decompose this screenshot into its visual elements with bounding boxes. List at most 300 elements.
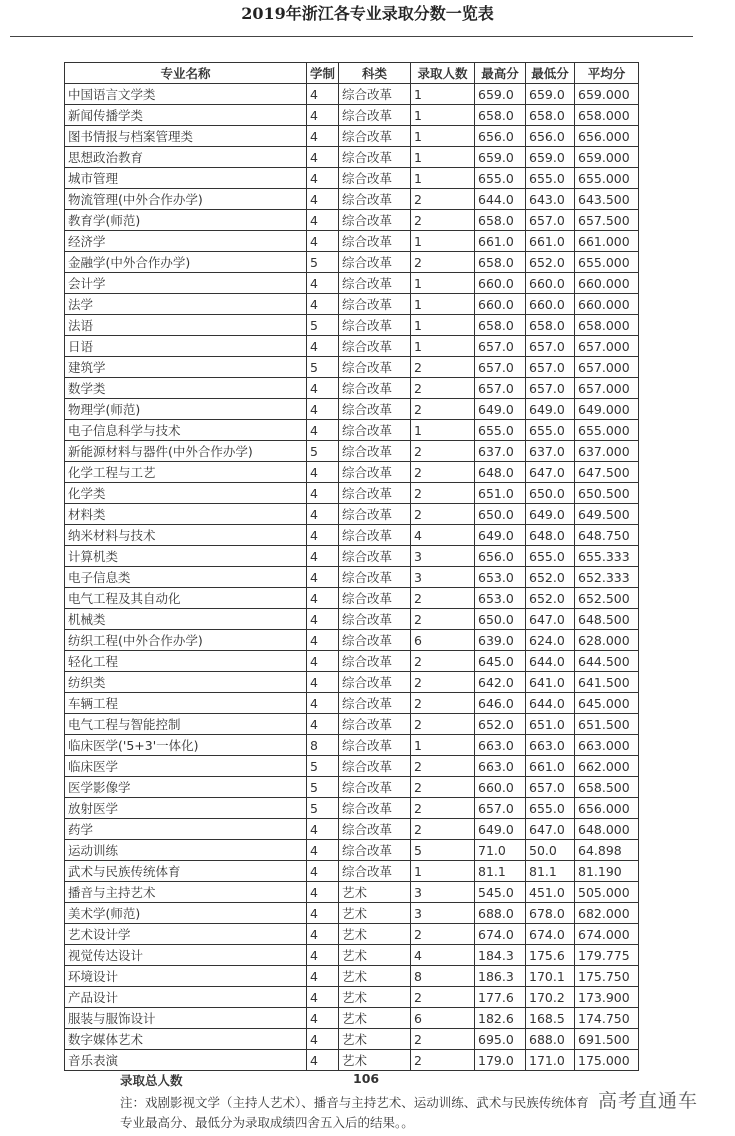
admitted-count-cell: 1 xyxy=(411,294,475,315)
category-cell: 综合改革 xyxy=(339,84,411,105)
major-name-cell: 新能源材料与器件(中外合作办学) xyxy=(65,441,307,462)
header-duration: 学制 xyxy=(307,63,339,84)
duration-cell: 4 xyxy=(307,168,339,189)
table-row xyxy=(65,357,639,378)
major-name-cell: 教育学(师范) xyxy=(65,210,307,231)
avg-score-cell: 647.500 xyxy=(575,462,639,483)
min-score-cell: 643.0 xyxy=(526,189,575,210)
major-name-cell: 城市管理 xyxy=(65,168,307,189)
duration-cell: 4 xyxy=(307,399,339,420)
admitted-count-cell: 3 xyxy=(411,567,475,588)
admitted-count-cell: 1 xyxy=(411,84,475,105)
admitted-count-cell: 2 xyxy=(411,462,475,483)
duration-cell: 4 xyxy=(307,630,339,651)
table-row xyxy=(65,798,639,819)
major-name-cell: 电子信息类 xyxy=(65,567,307,588)
category-cell: 综合改革 xyxy=(339,777,411,798)
major-name-cell: 图书情报与档案管理类 xyxy=(65,126,307,147)
table-row xyxy=(65,168,639,189)
admitted-count-cell: 1 xyxy=(411,168,475,189)
category-cell: 艺术 xyxy=(339,1029,411,1050)
table-row xyxy=(65,273,639,294)
table-row xyxy=(65,714,639,735)
avg-score-cell: 657.000 xyxy=(575,378,639,399)
header-major-name: 专业名称 xyxy=(65,63,307,84)
category-cell: 综合改革 xyxy=(339,273,411,294)
duration-cell: 4 xyxy=(307,378,339,399)
admitted-count-cell: 2 xyxy=(411,357,475,378)
category-cell: 综合改革 xyxy=(339,126,411,147)
min-score-cell: 678.0 xyxy=(526,903,575,924)
max-score-cell: 658.0 xyxy=(475,105,526,126)
min-score-cell: 655.0 xyxy=(526,798,575,819)
max-score-cell: 642.0 xyxy=(475,672,526,693)
max-score-cell: 639.0 xyxy=(475,630,526,651)
duration-cell: 4 xyxy=(307,231,339,252)
admitted-count-cell: 2 xyxy=(411,378,475,399)
max-score-cell: 649.0 xyxy=(475,399,526,420)
max-score-cell: 179.0 xyxy=(475,1050,526,1071)
min-score-cell: 657.0 xyxy=(526,357,575,378)
avg-score-cell: 656.000 xyxy=(575,798,639,819)
max-score-cell: 674.0 xyxy=(475,924,526,945)
min-score-cell: 170.2 xyxy=(526,987,575,1008)
admitted-count-cell: 2 xyxy=(411,693,475,714)
major-name-cell: 思想政治教育 xyxy=(65,147,307,168)
avg-score-cell: 652.500 xyxy=(575,588,639,609)
duration-cell: 4 xyxy=(307,546,339,567)
admitted-count-cell: 2 xyxy=(411,819,475,840)
max-score-cell: 688.0 xyxy=(475,903,526,924)
major-name-cell: 临床医学('5+3'一体化) xyxy=(65,735,307,756)
avg-score-cell: 660.000 xyxy=(575,273,639,294)
duration-cell: 4 xyxy=(307,987,339,1008)
major-name-cell: 建筑学 xyxy=(65,357,307,378)
table-row xyxy=(65,777,639,798)
avg-score-cell: 663.000 xyxy=(575,735,639,756)
duration-cell: 5 xyxy=(307,756,339,777)
avg-score-cell: 650.500 xyxy=(575,483,639,504)
category-cell: 综合改革 xyxy=(339,189,411,210)
major-name-cell: 数学类 xyxy=(65,378,307,399)
min-score-cell: 647.0 xyxy=(526,609,575,630)
duration-cell: 4 xyxy=(307,588,339,609)
min-score-cell: 660.0 xyxy=(526,294,575,315)
title-divider xyxy=(10,36,693,37)
max-score-cell: 658.0 xyxy=(475,315,526,336)
admitted-count-cell: 4 xyxy=(411,525,475,546)
table-row xyxy=(65,147,639,168)
table-row xyxy=(65,504,639,525)
admitted-count-cell: 1 xyxy=(411,861,475,882)
avg-score-cell: 662.000 xyxy=(575,756,639,777)
avg-score-cell: 175.000 xyxy=(575,1050,639,1071)
major-name-cell: 日语 xyxy=(65,336,307,357)
table-row xyxy=(65,903,639,924)
avg-score-cell: 505.000 xyxy=(575,882,639,903)
total-admitted-label: 录取总人数 xyxy=(120,1073,183,1088)
min-score-cell: 650.0 xyxy=(526,483,575,504)
max-score-cell: 81.1 xyxy=(475,861,526,882)
duration-cell: 5 xyxy=(307,357,339,378)
avg-score-cell: 81.190 xyxy=(575,861,639,882)
major-name-cell: 产品设计 xyxy=(65,987,307,1008)
max-score-cell: 653.0 xyxy=(475,567,526,588)
category-cell: 综合改革 xyxy=(339,210,411,231)
max-score-cell: 663.0 xyxy=(475,735,526,756)
min-score-cell: 658.0 xyxy=(526,105,575,126)
min-score-cell: 657.0 xyxy=(526,336,575,357)
min-score-cell: 647.0 xyxy=(526,462,575,483)
min-score-cell: 652.0 xyxy=(526,252,575,273)
max-score-cell: 658.0 xyxy=(475,210,526,231)
admitted-count-cell: 2 xyxy=(411,651,475,672)
max-score-cell: 658.0 xyxy=(475,252,526,273)
avg-score-cell: 179.775 xyxy=(575,945,639,966)
avg-score-cell: 649.500 xyxy=(575,504,639,525)
max-score-cell: 695.0 xyxy=(475,1029,526,1050)
major-name-cell: 化学类 xyxy=(65,483,307,504)
category-cell: 综合改革 xyxy=(339,525,411,546)
table-row xyxy=(65,378,639,399)
min-score-cell: 655.0 xyxy=(526,420,575,441)
table-row xyxy=(65,336,639,357)
category-cell: 综合改革 xyxy=(339,861,411,882)
major-name-cell: 电气工程与智能控制 xyxy=(65,714,307,735)
watermark-logo: 高考直通车 xyxy=(598,1090,699,1112)
admitted-count-cell: 2 xyxy=(411,714,475,735)
admitted-count-cell: 3 xyxy=(411,903,475,924)
admitted-count-cell: 2 xyxy=(411,609,475,630)
table-row xyxy=(65,315,639,336)
table-row xyxy=(65,441,639,462)
duration-cell: 4 xyxy=(307,882,339,903)
admitted-count-cell: 2 xyxy=(411,756,475,777)
min-score-cell: 649.0 xyxy=(526,504,575,525)
min-score-cell: 168.5 xyxy=(526,1008,575,1029)
max-score-cell: 653.0 xyxy=(475,588,526,609)
min-score-cell: 656.0 xyxy=(526,126,575,147)
table-row xyxy=(65,609,639,630)
header-min-score: 最低分 xyxy=(526,63,575,84)
max-score-cell: 657.0 xyxy=(475,336,526,357)
duration-cell: 4 xyxy=(307,504,339,525)
avg-score-cell: 660.000 xyxy=(575,294,639,315)
min-score-cell: 170.1 xyxy=(526,966,575,987)
table-row xyxy=(65,546,639,567)
table-row xyxy=(65,567,639,588)
admitted-count-cell: 2 xyxy=(411,1029,475,1050)
max-score-cell: 649.0 xyxy=(475,819,526,840)
table-row xyxy=(65,483,639,504)
major-name-cell: 中国语言文学类 xyxy=(65,84,307,105)
admitted-count-cell: 1 xyxy=(411,105,475,126)
major-name-cell: 艺术设计学 xyxy=(65,924,307,945)
avg-score-cell: 649.000 xyxy=(575,399,639,420)
major-name-cell: 武术与民族传统体育 xyxy=(65,861,307,882)
header-max-score: 最高分 xyxy=(475,63,526,84)
min-score-cell: 661.0 xyxy=(526,231,575,252)
category-cell: 综合改革 xyxy=(339,819,411,840)
avg-score-cell: 628.000 xyxy=(575,630,639,651)
major-name-cell: 会计学 xyxy=(65,273,307,294)
max-score-cell: 182.6 xyxy=(475,1008,526,1029)
category-cell: 综合改革 xyxy=(339,714,411,735)
avg-score-cell: 658.000 xyxy=(575,315,639,336)
max-score-cell: 646.0 xyxy=(475,693,526,714)
duration-cell: 4 xyxy=(307,336,339,357)
header-admitted-count: 录取人数 xyxy=(411,63,475,84)
major-name-cell: 环境设计 xyxy=(65,966,307,987)
avg-score-cell: 658.500 xyxy=(575,777,639,798)
avg-score-cell: 655.333 xyxy=(575,546,639,567)
table-row xyxy=(65,210,639,231)
avg-score-cell: 657.000 xyxy=(575,336,639,357)
category-cell: 综合改革 xyxy=(339,588,411,609)
max-score-cell: 650.0 xyxy=(475,609,526,630)
category-cell: 综合改革 xyxy=(339,735,411,756)
admitted-count-cell: 2 xyxy=(411,210,475,231)
table-row xyxy=(65,525,639,546)
avg-score-cell: 655.000 xyxy=(575,252,639,273)
table-row xyxy=(65,231,639,252)
max-score-cell: 651.0 xyxy=(475,483,526,504)
min-score-cell: 641.0 xyxy=(526,672,575,693)
category-cell: 综合改革 xyxy=(339,105,411,126)
table-row xyxy=(65,630,639,651)
min-score-cell: 651.0 xyxy=(526,714,575,735)
duration-cell: 4 xyxy=(307,966,339,987)
min-score-cell: 660.0 xyxy=(526,273,575,294)
admission-scores-table xyxy=(64,62,639,1071)
admitted-count-cell: 2 xyxy=(411,441,475,462)
admitted-count-cell: 1 xyxy=(411,126,475,147)
max-score-cell: 663.0 xyxy=(475,756,526,777)
category-cell: 艺术 xyxy=(339,882,411,903)
category-cell: 综合改革 xyxy=(339,357,411,378)
avg-score-cell: 648.000 xyxy=(575,819,639,840)
avg-score-cell: 674.000 xyxy=(575,924,639,945)
duration-cell: 4 xyxy=(307,651,339,672)
category-cell: 艺术 xyxy=(339,966,411,987)
major-name-cell: 美术学(师范) xyxy=(65,903,307,924)
category-cell: 综合改革 xyxy=(339,483,411,504)
duration-cell: 4 xyxy=(307,567,339,588)
max-score-cell: 655.0 xyxy=(475,420,526,441)
max-score-cell: 186.3 xyxy=(475,966,526,987)
avg-score-cell: 655.000 xyxy=(575,168,639,189)
category-cell: 综合改革 xyxy=(339,168,411,189)
category-cell: 艺术 xyxy=(339,924,411,945)
min-score-cell: 649.0 xyxy=(526,399,575,420)
avg-score-cell: 648.500 xyxy=(575,609,639,630)
admitted-count-cell: 2 xyxy=(411,672,475,693)
min-score-cell: 659.0 xyxy=(526,147,575,168)
min-score-cell: 647.0 xyxy=(526,819,575,840)
category-cell: 综合改革 xyxy=(339,798,411,819)
duration-cell: 4 xyxy=(307,210,339,231)
major-name-cell: 放射医学 xyxy=(65,798,307,819)
category-cell: 综合改革 xyxy=(339,609,411,630)
major-name-cell: 医学影像学 xyxy=(65,777,307,798)
duration-cell: 4 xyxy=(307,294,339,315)
table-header-row xyxy=(65,63,639,84)
min-score-cell: 658.0 xyxy=(526,315,575,336)
admitted-count-cell: 5 xyxy=(411,840,475,861)
max-score-cell: 657.0 xyxy=(475,378,526,399)
avg-score-cell: 174.750 xyxy=(575,1008,639,1029)
table-row xyxy=(65,399,639,420)
avg-score-cell: 656.000 xyxy=(575,126,639,147)
min-score-cell: 81.1 xyxy=(526,861,575,882)
major-name-cell: 计算机类 xyxy=(65,546,307,567)
major-name-cell: 物流管理(中外合作办学) xyxy=(65,189,307,210)
admitted-count-cell: 2 xyxy=(411,189,475,210)
table-row xyxy=(65,189,639,210)
duration-cell: 5 xyxy=(307,441,339,462)
avg-score-cell: 652.333 xyxy=(575,567,639,588)
max-score-cell: 661.0 xyxy=(475,231,526,252)
category-cell: 综合改革 xyxy=(339,840,411,861)
duration-cell: 4 xyxy=(307,105,339,126)
table-row xyxy=(65,735,639,756)
min-score-cell: 644.0 xyxy=(526,651,575,672)
major-name-cell: 新闻传播学类 xyxy=(65,105,307,126)
major-name-cell: 车辆工程 xyxy=(65,693,307,714)
table-row xyxy=(65,84,639,105)
major-name-cell: 金融学(中外合作办学) xyxy=(65,252,307,273)
table-row xyxy=(65,126,639,147)
max-score-cell: 657.0 xyxy=(475,357,526,378)
admitted-count-cell: 6 xyxy=(411,1008,475,1029)
category-cell: 综合改革 xyxy=(339,630,411,651)
duration-cell: 4 xyxy=(307,924,339,945)
admitted-count-cell: 2 xyxy=(411,798,475,819)
table-row xyxy=(65,840,639,861)
admitted-count-cell: 3 xyxy=(411,546,475,567)
major-name-cell: 机械类 xyxy=(65,609,307,630)
admitted-count-cell: 1 xyxy=(411,147,475,168)
avg-score-cell: 657.000 xyxy=(575,357,639,378)
min-score-cell: 652.0 xyxy=(526,567,575,588)
duration-cell: 5 xyxy=(307,315,339,336)
admission-summary xyxy=(120,1071,380,1089)
duration-cell: 4 xyxy=(307,1050,339,1071)
admitted-count-cell: 6 xyxy=(411,630,475,651)
admitted-count-cell: 2 xyxy=(411,1050,475,1071)
major-name-cell: 视觉传达设计 xyxy=(65,945,307,966)
admitted-count-cell: 4 xyxy=(411,945,475,966)
duration-cell: 4 xyxy=(307,84,339,105)
admitted-count-cell: 2 xyxy=(411,588,475,609)
category-cell: 综合改革 xyxy=(339,147,411,168)
max-score-cell: 71.0 xyxy=(475,840,526,861)
avg-score-cell: 175.750 xyxy=(575,966,639,987)
category-cell: 艺术 xyxy=(339,1008,411,1029)
major-name-cell: 数字媒体艺术 xyxy=(65,1029,307,1050)
table-row xyxy=(65,819,639,840)
table-row xyxy=(65,987,639,1008)
max-score-cell: 184.3 xyxy=(475,945,526,966)
category-cell: 艺术 xyxy=(339,903,411,924)
max-score-cell: 649.0 xyxy=(475,525,526,546)
major-name-cell: 轻化工程 xyxy=(65,651,307,672)
min-score-cell: 175.6 xyxy=(526,945,575,966)
admitted-count-cell: 8 xyxy=(411,966,475,987)
min-score-cell: 657.0 xyxy=(526,777,575,798)
category-cell: 艺术 xyxy=(339,987,411,1008)
min-score-cell: 663.0 xyxy=(526,735,575,756)
min-score-cell: 657.0 xyxy=(526,210,575,231)
table-row xyxy=(65,294,639,315)
min-score-cell: 674.0 xyxy=(526,924,575,945)
duration-cell: 5 xyxy=(307,252,339,273)
table-row xyxy=(65,1029,639,1050)
max-score-cell: 645.0 xyxy=(475,651,526,672)
duration-cell: 4 xyxy=(307,861,339,882)
admitted-count-cell: 1 xyxy=(411,735,475,756)
admitted-count-cell: 2 xyxy=(411,483,475,504)
duration-cell: 4 xyxy=(307,462,339,483)
duration-cell: 4 xyxy=(307,483,339,504)
avg-score-cell: 657.500 xyxy=(575,210,639,231)
min-score-cell: 171.0 xyxy=(526,1050,575,1071)
duration-cell: 4 xyxy=(307,840,339,861)
major-name-cell: 纺织工程(中外合作办学) xyxy=(65,630,307,651)
avg-score-cell: 173.900 xyxy=(575,987,639,1008)
duration-cell: 4 xyxy=(307,189,339,210)
max-score-cell: 637.0 xyxy=(475,441,526,462)
category-cell: 综合改革 xyxy=(339,567,411,588)
category-cell: 综合改革 xyxy=(339,693,411,714)
major-name-cell: 材料类 xyxy=(65,504,307,525)
min-score-cell: 50.0 xyxy=(526,840,575,861)
major-name-cell: 音乐表演 xyxy=(65,1050,307,1071)
table-row xyxy=(65,882,639,903)
table-row xyxy=(65,462,639,483)
min-score-cell: 657.0 xyxy=(526,378,575,399)
min-score-cell: 648.0 xyxy=(526,525,575,546)
max-score-cell: 656.0 xyxy=(475,126,526,147)
category-cell: 综合改革 xyxy=(339,651,411,672)
category-cell: 综合改革 xyxy=(339,462,411,483)
major-name-cell: 电子信息科学与技术 xyxy=(65,420,307,441)
category-cell: 综合改革 xyxy=(339,252,411,273)
major-name-cell: 运动训练 xyxy=(65,840,307,861)
total-admitted-value: 106 xyxy=(353,1071,380,1086)
avg-score-cell: 648.750 xyxy=(575,525,639,546)
major-name-cell: 纺织类 xyxy=(65,672,307,693)
min-score-cell: 652.0 xyxy=(526,588,575,609)
max-score-cell: 659.0 xyxy=(475,84,526,105)
table-row xyxy=(65,945,639,966)
table-row xyxy=(65,1008,639,1029)
avg-score-cell: 641.500 xyxy=(575,672,639,693)
table-row xyxy=(65,672,639,693)
table-row xyxy=(65,420,639,441)
admitted-count-cell: 2 xyxy=(411,399,475,420)
major-name-cell: 电气工程及其自动化 xyxy=(65,588,307,609)
admitted-count-cell: 2 xyxy=(411,777,475,798)
avg-score-cell: 651.500 xyxy=(575,714,639,735)
category-cell: 综合改革 xyxy=(339,231,411,252)
min-score-cell: 655.0 xyxy=(526,546,575,567)
duration-cell: 4 xyxy=(307,945,339,966)
admitted-count-cell: 1 xyxy=(411,336,475,357)
min-score-cell: 624.0 xyxy=(526,630,575,651)
table-row xyxy=(65,252,639,273)
duration-cell: 4 xyxy=(307,819,339,840)
